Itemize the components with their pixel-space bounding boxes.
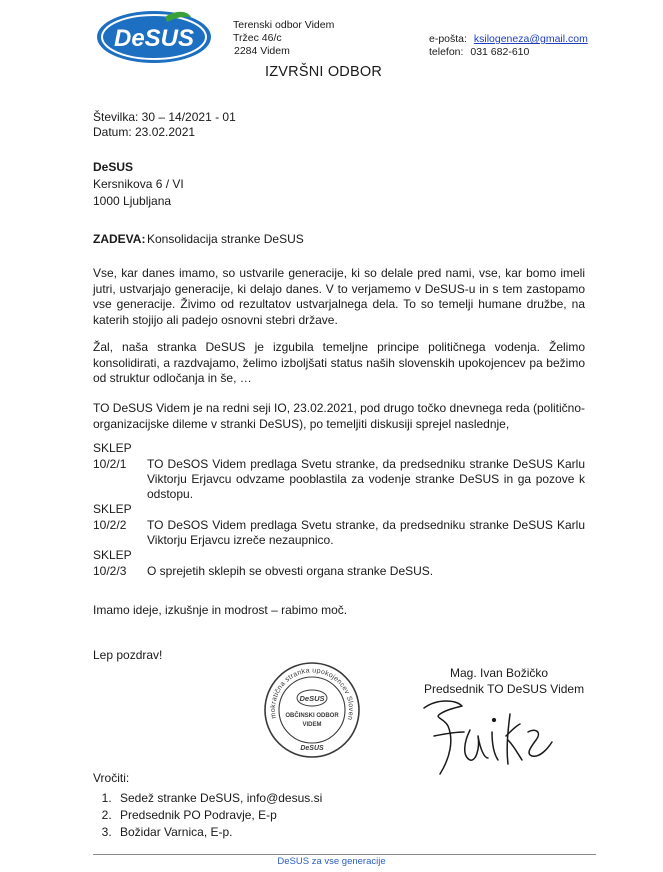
signatory-title: Predsednik TO DeSUS Videm [424, 682, 585, 696]
stamp-line-1: OBČINSKI ODBOR [285, 713, 339, 719]
stamp-ring-text: mokratična stranka upokojencev Sloven [269, 667, 355, 721]
delivery-item: 2. Predsednik PO Podravje, E-p [115, 807, 585, 824]
paragraph-1: Vse, kar danes imamo, so ustvarile generacije, ki so delale pred nami, vse, kar bomo imeli jutri, ustvarjajo generacije, ki delajo danes. V to verjamemo v DeSUS-u in s tem zastopamo vse generacije. Živimo od rezultatov ustvarjalnega dela. To so temelji humane družbe, na katerih stojijo ali padejo osnovni stebri države. [93, 266, 585, 327]
closing-greeting: Lep pozdrav! [93, 648, 163, 662]
email-label: e-pošta: [429, 33, 467, 45]
stamp-line-3: DeSUS [300, 745, 324, 752]
resolution-number: 10/2/3 [93, 564, 127, 578]
recipient-block [93, 159, 585, 210]
org-street: Tržec 46/c [233, 32, 282, 44]
org-name: Terenski odbor Videm [233, 19, 335, 31]
delivery-label: Vročiti: [93, 771, 130, 785]
recipient-name: DeSUS [93, 160, 134, 174]
delivery-item: 3. Božidar Varnica, E-p. [115, 824, 585, 841]
delivery-list [93, 790, 585, 841]
phone-label: telefon: [429, 46, 464, 58]
subject-label: ZADEVA: [93, 232, 146, 246]
resolution-text: O sprejetih sklepih se obvesti organa stranke DeSUS. [147, 564, 434, 578]
official-stamp [262, 660, 362, 760]
org-city: 2284 Videm [234, 45, 290, 57]
resolution-text: TO DeSOS Videm predlaga Svetu stranke, da predsedniku stranke DeSUS Karlu Viktorju Erjavcu izreče nezaupnico. [147, 518, 585, 547]
resolution-2 [93, 518, 585, 550]
paragraph-2: Žal, naša stranka DeSUS je izgubila temeljne principe političnega vodenja. Želimo konsolidirati, a razdvajamo, želimo izboljšati status naših slovenskih upokojencev pa bežimo od struktur odločanja in še, … [93, 340, 585, 385]
reference-date: Datum: 23.02.2021 [93, 125, 196, 139]
stamp-logo-text: DeSUS [299, 694, 325, 703]
signatory-name: Mag. Ivan Božičko [450, 666, 549, 680]
resolution-number: 10/2/2 [93, 518, 127, 532]
paragraph-3: TO DeSUS Videm je na redni seji IO, 23.02.2021, pod drugo točko dnevnega reda (politično-organizacijske dileme v stranki DeSUS), po temeljiti diskusiji sprejel naslednje, [93, 401, 585, 431]
desus-logo [95, 8, 213, 64]
phone-number: 031 682-610 [470, 46, 530, 58]
recipient-city: 1000 Ljubljana [93, 194, 172, 208]
resolution-number: 10/2/1 [93, 457, 127, 471]
closing-motto: Imamo ideje, izkušnje in modrost – rabimo moč. [93, 603, 348, 617]
footer-text: DeSUS za vse generacije [277, 856, 386, 867]
recipient-street: Kersnikova 6 / VI [93, 177, 184, 191]
reference-block [93, 110, 585, 140]
footer-divider [93, 854, 596, 855]
org-address [233, 19, 334, 58]
resolution-text: TO DeSOS Videm predlaga Svetu stranke, da predsedniku stranke DeSUS Karlu Viktorju Erjavcu odvzame pooblastila za vodenje stranke DeSUS in ga pozove k odstopu. [147, 457, 585, 501]
subject-text: Konsolidacija stranke DeSUS [147, 232, 304, 246]
resolution-heading-1: SKLEP [93, 441, 132, 455]
resolution-3 [93, 564, 585, 580]
delivery-item: 1. Sedež stranke DeSUS, info@desus.si [115, 790, 585, 807]
resolution-1 [93, 457, 585, 503]
email-link[interactable]: ksilogeneza@gmail.com [473, 33, 588, 45]
letter-heading: IZVRŠNI ODBOR [265, 64, 382, 80]
handwritten-signature [418, 696, 558, 780]
stamp-line-2: VIDEM [302, 722, 322, 728]
org-contact [429, 33, 588, 59]
subject-line [93, 232, 585, 247]
resolution-heading-3: SKLEP [93, 548, 132, 562]
reference-number: Številka: 30 – 14/2021 - 01 [93, 110, 236, 124]
resolution-heading-2: SKLEP [93, 502, 132, 516]
logo-text: DeSUS [113, 25, 195, 52]
